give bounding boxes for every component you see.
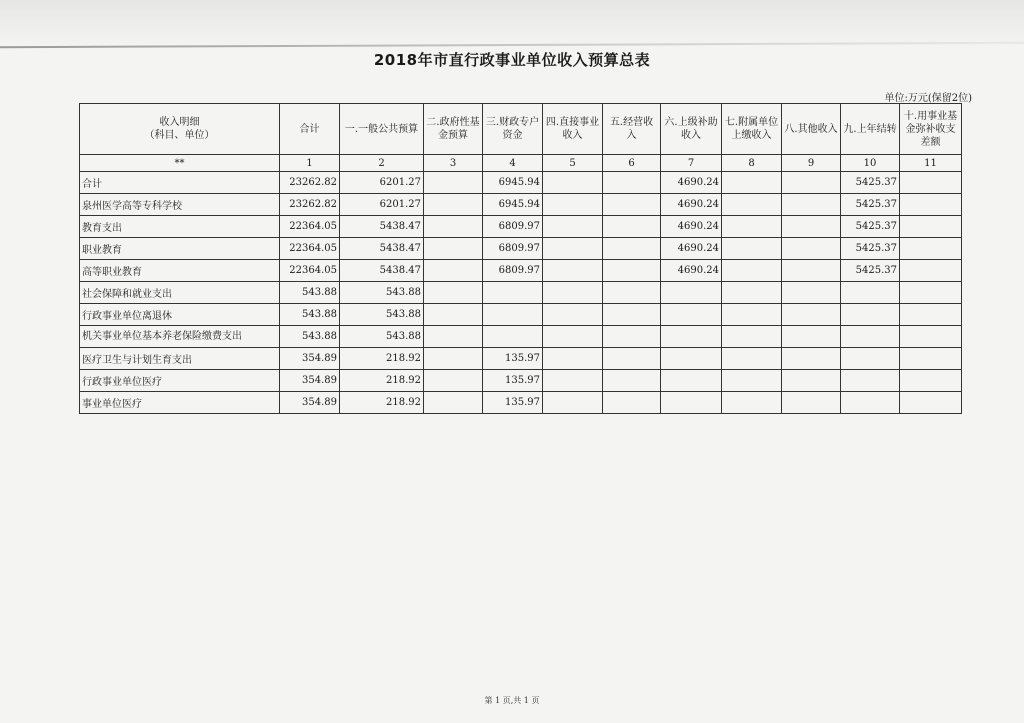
cell-col-3 [424,326,483,348]
cell-col-9 [782,392,841,414]
cell-col-1: 543.88 [280,326,340,348]
header-col-8: 七.附属单位上缴收入 [722,104,782,155]
cell-col-5 [543,326,603,348]
cell-col-3 [424,282,483,304]
cell-col-10: 5425.37 [841,194,900,216]
cell-col-4: 6809.97 [483,260,543,282]
cell-col-2: 6201.27 [340,172,424,194]
cell-col-11 [900,216,962,238]
index-number: 9 [782,155,841,172]
cell-col-4: 6945.94 [483,194,543,216]
cell-col-5 [543,304,603,326]
unit-note: 单位:万元(保留2位) [884,93,972,104]
cell-col-5 [543,238,603,260]
table-row [80,304,962,326]
table-row [80,238,962,260]
cell-col-2: 5438.47 [340,216,424,238]
cell-col-4 [483,326,543,348]
cell-col-6 [603,304,661,326]
cell-col-4: 6809.97 [483,216,543,238]
cell-col-3 [424,392,483,414]
cell-col-11 [900,392,962,414]
cell-col-8 [722,392,782,414]
cell-col-11 [900,282,962,304]
cell-col-2: 5438.47 [340,260,424,282]
row-label: 合计 [80,172,280,194]
cell-col-1: 354.89 [280,348,340,370]
cell-col-7 [661,326,722,348]
table-row [80,348,962,370]
cell-col-9 [782,326,841,348]
cell-col-5 [543,260,603,282]
cell-col-9 [782,194,841,216]
header-col-1: 合计 [280,104,340,155]
cell-col-8 [722,370,782,392]
row-label: 医疗卫生与计划生育支出 [80,348,280,370]
cell-col-11 [900,304,962,326]
cell-col-4 [483,304,543,326]
header-col-7: 六.上级补助收入 [661,104,722,155]
cell-col-3 [424,194,483,216]
table-row [80,282,962,304]
row-label: 事业单位医疗 [80,392,280,414]
cell-col-10: 5425.37 [841,216,900,238]
cell-col-9 [782,304,841,326]
cell-col-10 [841,370,900,392]
cell-col-6 [603,370,661,392]
cell-col-2: 543.88 [340,304,424,326]
cell-col-4: 6945.94 [483,172,543,194]
row-label: 机关事业单位基本养老保险缴费支出 [80,326,280,348]
cell-col-11 [900,238,962,260]
index-number: 7 [661,155,722,172]
header-col-9: 八.其他收入 [782,104,841,155]
header-col-6: 五.经营收入 [603,104,661,155]
cell-col-6 [603,260,661,282]
index-number: 10 [841,155,900,172]
cell-col-4: 135.97 [483,392,543,414]
cell-col-5 [543,172,603,194]
cell-col-1: 22364.05 [280,216,340,238]
index-number: 5 [543,155,603,172]
cell-col-5 [543,282,603,304]
cell-col-1: 354.89 [280,370,340,392]
cell-col-7 [661,392,722,414]
cell-col-2: 218.92 [340,392,424,414]
index-row-label: ** [80,155,280,172]
cell-col-3 [424,370,483,392]
cell-col-8 [722,304,782,326]
row-label: 行政事业单位医疗 [80,370,280,392]
cell-col-8 [722,172,782,194]
cell-col-11 [900,326,962,348]
cell-col-11 [900,370,962,392]
cell-col-9 [782,216,841,238]
cell-col-11 [900,260,962,282]
row-label: 社会保障和就业支出 [80,282,280,304]
cell-col-7: 4690.24 [661,172,722,194]
cell-col-11 [900,172,962,194]
page-footer: 第 1 页,共 1 页 [484,696,540,705]
cell-col-10: 5425.37 [841,238,900,260]
cell-col-7 [661,304,722,326]
cell-col-6 [603,172,661,194]
index-number: 11 [900,155,962,172]
cell-col-6 [603,216,661,238]
cell-col-5 [543,216,603,238]
cell-col-1: 543.88 [280,304,340,326]
cell-col-7 [661,370,722,392]
cell-col-9 [782,260,841,282]
table-row [80,172,962,194]
index-number: 8 [722,155,782,172]
cell-col-5 [543,392,603,414]
cell-col-10 [841,348,900,370]
header-row-label: 收入明细 （科目、单位） [80,104,280,155]
cell-col-1: 23262.82 [280,194,340,216]
cell-col-4: 135.97 [483,370,543,392]
row-label: 教育支出 [80,216,280,238]
cell-col-5 [543,194,603,216]
table-row [80,194,962,216]
cell-col-9 [782,348,841,370]
cell-col-2: 5438.47 [340,238,424,260]
cell-col-7: 4690.24 [661,238,722,260]
table-row [80,260,962,282]
cell-col-8 [722,260,782,282]
page-title: 2018年市直行政事业单位收入预算总表 [373,51,651,69]
cell-col-3 [424,238,483,260]
index-number: 2 [340,155,424,172]
cell-col-8 [722,194,782,216]
row-label: 职业教育 [80,238,280,260]
cell-col-3 [424,260,483,282]
cell-col-9 [782,172,841,194]
cell-col-9 [782,370,841,392]
cell-col-2: 543.88 [340,282,424,304]
cell-col-7: 4690.24 [661,194,722,216]
cell-col-10: 5425.37 [841,260,900,282]
table-header-row [80,104,962,155]
cell-col-8 [722,238,782,260]
index-number: 4 [483,155,543,172]
cell-col-9 [782,238,841,260]
cell-col-7 [661,282,722,304]
cell-col-7: 4690.24 [661,260,722,282]
row-label: 泉州医学高等专科学校 [80,194,280,216]
cell-col-8 [722,326,782,348]
cell-col-9 [782,282,841,304]
cell-col-2: 543.88 [340,326,424,348]
cell-col-10 [841,392,900,414]
cell-col-6 [603,282,661,304]
cell-col-4 [483,282,543,304]
header-col-3: 二.政府性基金预算 [424,104,483,155]
cell-col-2: 218.92 [340,370,424,392]
cell-col-6 [603,326,661,348]
cell-col-6 [603,238,661,260]
cell-col-2: 218.92 [340,348,424,370]
cell-col-4: 6809.97 [483,238,543,260]
cell-col-11 [900,348,962,370]
budget-table [79,103,962,414]
column-index-row [80,155,962,172]
cell-col-7: 4690.24 [661,216,722,238]
header-col-10: 九.上年结转 [841,104,900,155]
cell-col-8 [722,348,782,370]
cell-col-3 [424,304,483,326]
cell-col-10 [841,304,900,326]
row-label: 高等职业教育 [80,260,280,282]
index-number: 3 [424,155,483,172]
row-label: 行政事业单位离退休 [80,304,280,326]
cell-col-10 [841,282,900,304]
cell-col-5 [543,348,603,370]
table-row [80,392,962,414]
scan-shadow [0,0,1024,48]
cell-col-10 [841,326,900,348]
index-number: 6 [603,155,661,172]
header-col-4: 三.财政专户资金 [483,104,543,155]
cell-col-6 [603,194,661,216]
cell-col-6 [603,348,661,370]
cell-col-3 [424,216,483,238]
cell-col-2: 6201.27 [340,194,424,216]
cell-col-6 [603,392,661,414]
table-row [80,370,962,392]
cell-col-1: 22364.05 [280,238,340,260]
cell-col-1: 354.89 [280,392,340,414]
cell-col-1: 543.88 [280,282,340,304]
cell-col-11 [900,194,962,216]
header-col-11: 十.用事业基金弥补收支差额 [900,104,962,155]
header-col-5: 四.直接事业收入 [543,104,603,155]
cell-col-10: 5425.37 [841,172,900,194]
cell-col-8 [722,282,782,304]
header-col-2: 一.一般公共预算 [340,104,424,155]
cell-col-4: 135.97 [483,348,543,370]
cell-col-3 [424,172,483,194]
cell-col-8 [722,216,782,238]
cell-col-1: 23262.82 [280,172,340,194]
cell-col-7 [661,348,722,370]
table-row [80,326,962,348]
cell-col-3 [424,348,483,370]
cell-col-5 [543,370,603,392]
cell-col-1: 22364.05 [280,260,340,282]
table-row [80,216,962,238]
index-number: 1 [280,155,340,172]
